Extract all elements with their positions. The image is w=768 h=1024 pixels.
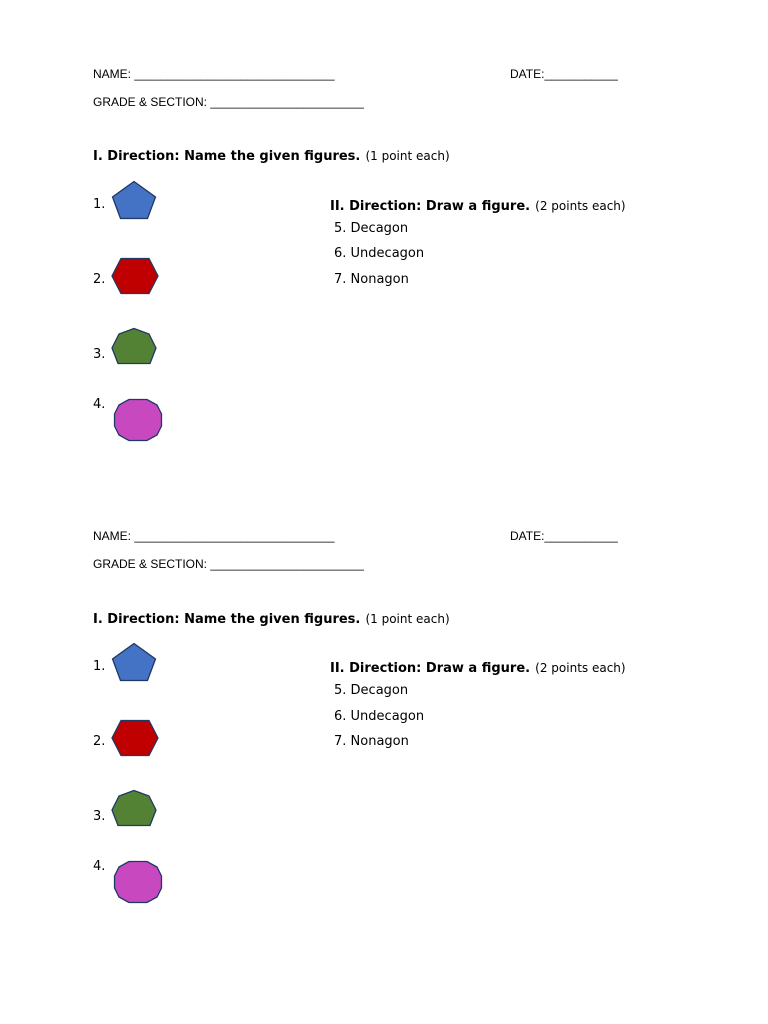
decagon-icon [113,860,163,904]
part2-direction [330,659,626,675]
pentagon-icon [110,180,158,220]
item-number: 4. [93,397,106,412]
grade-section-label: GRADE & SECTION: _______________________ [93,95,364,109]
part2-item: 5. Decagon [334,221,409,236]
part2-item: 6. Undecagon [334,246,425,261]
part2-points: (2 points each) [535,199,626,213]
name-field-label: NAME: ______________________________ [93,67,335,81]
part2-item: 6. Undecagon [334,709,425,724]
hexagon-icon [110,257,160,295]
heptagon-icon [110,789,158,827]
date-field-label: DATE:___________ [510,529,618,543]
part2-points: (2 points each) [535,661,626,675]
name-field-label: NAME: ______________________________ [93,529,335,543]
item-number: 1. [93,659,106,674]
part1-points: (1 point each) [365,149,450,163]
part2-item: 7. Nonagon [334,272,409,287]
item-number: 2. [93,734,106,749]
decagon-icon [113,398,163,442]
part1-points: (1 point each) [365,612,450,626]
part1-direction [93,610,450,626]
heptagon-icon [110,327,158,365]
part2-item: 7. Nonagon [334,734,409,749]
hexagon-icon [110,719,160,757]
item-number: 3. [93,347,106,362]
part2-direction [330,197,626,213]
date-field-label: DATE:___________ [510,67,618,81]
item-number: 2. [93,272,106,287]
grade-section-label: GRADE & SECTION: _______________________ [93,557,364,571]
part2-item: 5. Decagon [334,683,409,698]
part1-heading: I. Direction: Name the given figures. [93,612,361,627]
item-number: 3. [93,809,106,824]
part2-heading: II. Direction: Draw a figure. [330,661,531,676]
part1-direction [93,147,450,163]
worksheet-2 [0,462,768,924]
worksheet-1 [0,0,768,462]
item-number: 4. [93,859,106,874]
part1-heading: I. Direction: Name the given figures. [93,149,361,164]
pentagon-icon [110,642,158,682]
item-number: 1. [93,197,106,212]
part2-heading: II. Direction: Draw a figure. [330,199,531,214]
